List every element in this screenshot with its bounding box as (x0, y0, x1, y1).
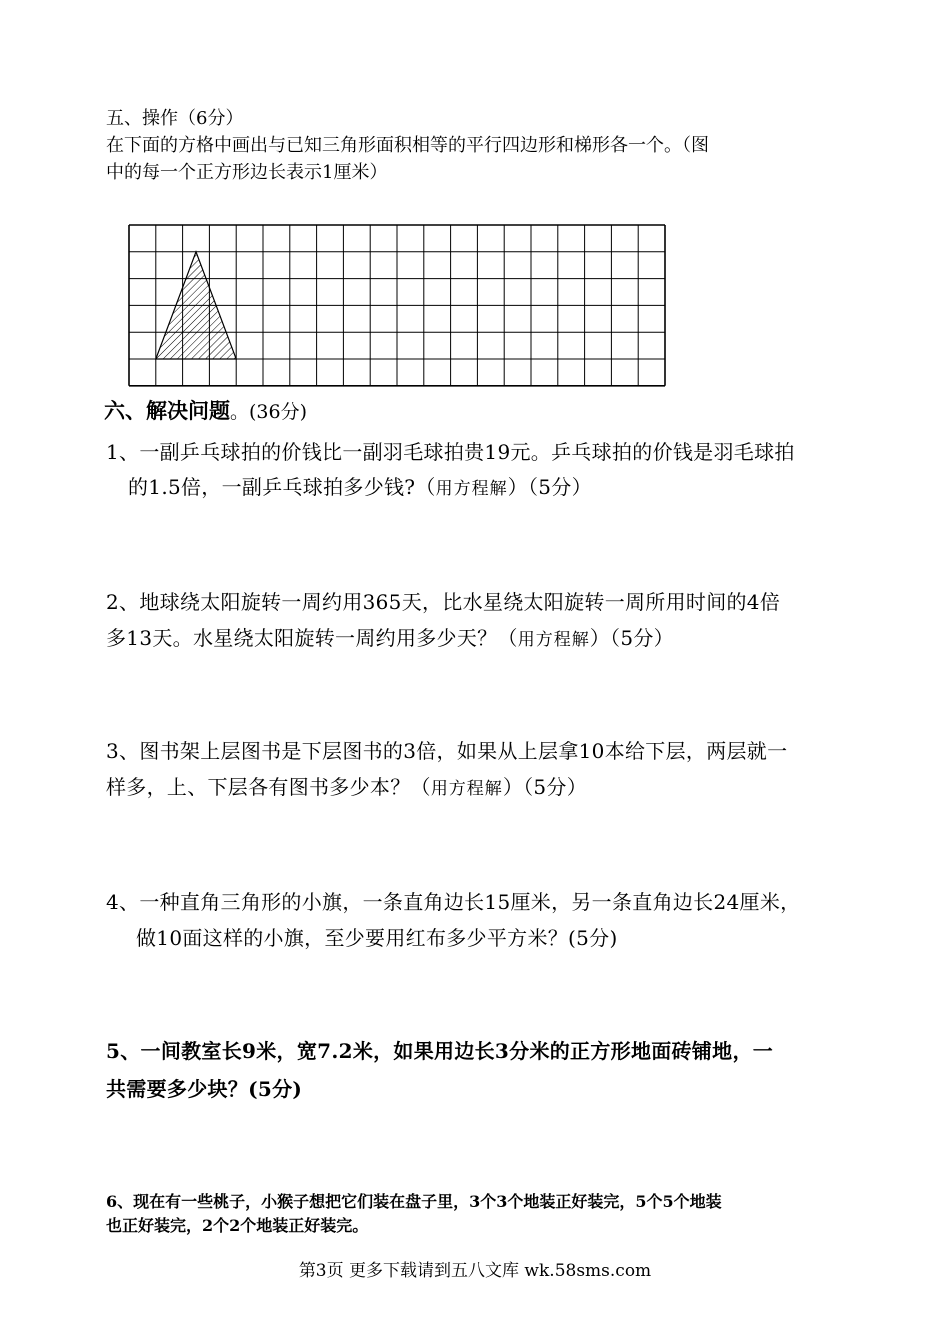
question-1-line2: 的1.5倍，一副乒乓球拍多少钱?（用方程解）（5分） (128, 475, 592, 499)
question-4-line2: 做10面这样的小旗，至少要用红布多少平方米？(5分) (136, 926, 618, 950)
question-3-line2: 样多，上、下层各有图书多少本？（用方程解）（5分） (106, 775, 588, 799)
question-2-line2: 多13天。水星绕太阳旋转一周约用多少天？（用方程解）（5分） (106, 626, 674, 650)
question-6-line2: 也正好装完，2个2个地装正好装完。 (106, 1216, 369, 1235)
method-note: 用方程解 (435, 479, 508, 499)
page-footer: 第3页 更多下载请到五八文库 wk.58sms.com (298, 1261, 652, 1281)
question-4-line1: 4、一种直角三角形的小旗，一条直角边长15厘米，另一条直角边长24厘米， (106, 890, 801, 914)
section5-title: 五、操作（6分） (106, 108, 244, 129)
section5-instruction-line1: 在下面的方格中画出与已知三角形面积相等的平行四边形和梯形各一个。（图 (106, 135, 709, 156)
square-grid (128, 224, 672, 389)
section6-title: 六、解决问题 (104, 398, 230, 423)
section6-heading (104, 395, 307, 425)
method-note: 用方程解 (430, 779, 503, 799)
section6-points: 。(36分) (230, 401, 308, 423)
question-3-line1: 3、图书架上层图书是下层图书的3倍，如果从上层拿10本给下层，两层就一 (106, 739, 788, 763)
question-6-line1: 6、现在有一些桃子，小猴子想把它们装在盘子里，3个3个地装正好装完，5个5个地装 (106, 1192, 722, 1211)
method-note: 用方程解 (517, 630, 590, 650)
question-5-line2: 共需要多少块？(5分) (106, 1077, 303, 1101)
question-1-line1: 1、一副乒乓球拍的价钱比一副羽毛球拍贵19元。乒乓球拍的价钱是羽毛球拍 (106, 440, 795, 464)
section5-instruction-line2: 中的每一个正方形边长表示1厘米） (106, 162, 388, 183)
question-2-line1: 2、地球绕太阳旋转一周约用365天，比水星绕太阳旋转一周所用时间的4倍 (106, 590, 781, 614)
question-5-line1: 5、一间教室长9米，宽7.2米，如果用边长3分米的正方形地面砖铺地，一 (106, 1039, 774, 1063)
